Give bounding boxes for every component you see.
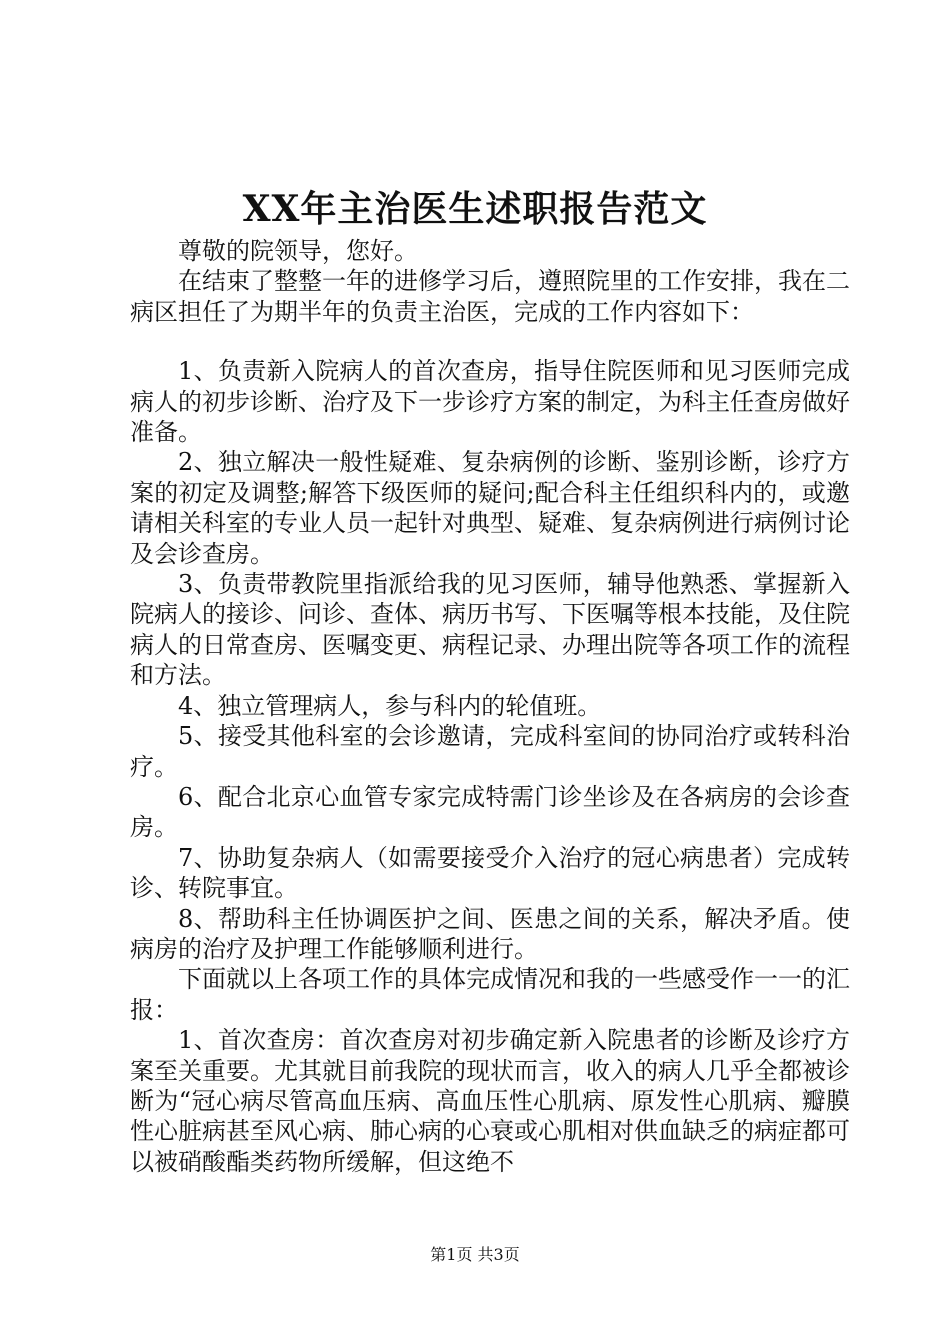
paragraph-duty-1: 1、负责新入院病人的首次查房，指导住院医师和见习医师完成病人的初步诊断、治疗及下一步诊疗方案的制定，为科主任查房做好准备。 [130, 357, 850, 447]
paragraph-greeting: 尊敬的院领导，您好。 [178, 237, 418, 265]
page-footer: 第1页 共3页 [430, 1245, 520, 1264]
paragraph-duty-7: 7、协助复杂病人（如需要接受介入治疗的冠心病患者）完成转诊、转院事宜。 [130, 843, 850, 903]
paragraph-report-1: 1、首次查房：首次查房对初步确定新入院患者的诊断及诊疗方案至关重要。尤其就目前我院的现状而言，收入的病人几乎全都被诊断为“冠心病尽管高血压病、高血压性心肌病、原发性心肌病、瓣膜性心脏病甚至风心病、肺心病的心衰或心肌相对供血缺乏的病症都可以被硝酸酯类药物所缓解，但这绝不 [130, 1026, 850, 1176]
paragraph-duty-3: 3、负责带教院里指派给我的见习医师，辅导他熟悉、掌握新入院病人的接诊、问诊、查体、病历书写、下医嘱等根本技能，及住院病人的日常查房、医嘱变更、病程记录、办理出院等各项工作的流程和方法。 [130, 570, 850, 690]
paragraph-duty-4: 4、独立管理病人，参与科内的轮值班。 [178, 691, 602, 720]
paragraph-duty-6: 6、配合北京心血管专家完成特需门诊坐诊及在各病房的会诊查房。 [130, 782, 850, 842]
paragraph-report-intro: 下面就以上各项工作的具体完成情况和我的一些感受作一一的汇报： [130, 965, 850, 1024]
document-title: XX年主治医生述职报告范文 [242, 188, 708, 230]
paragraph-intro: 在结束了整整一年的进修学习后，遵照院里的工作安排，我在二病区担任了为期半年的负责主治医，完成的工作内容如下： [130, 267, 850, 326]
document-body [130, 236, 850, 1177]
paragraph-duty-8: 8、帮助科主任协调医护之间、医患之间的关系，解决矛盾。使病房的治疗及护理工作能够顺利进行。 [130, 904, 850, 963]
paragraph-duty-5: 5、接受其他科室的会诊邀请，完成科室间的协同治疗或转科治疗。 [130, 722, 850, 781]
paragraph-duty-2: 2、独立解决一般性疑难、复杂病例的诊断、鉴别诊断，诊疗方案的初定及调整;解答下级医师的疑问;配合科主任组织科内的，或邀请相关科室的专业人员一起针对典型、疑难、复杂病例进行病例讨论及会诊查房。 [130, 448, 850, 568]
